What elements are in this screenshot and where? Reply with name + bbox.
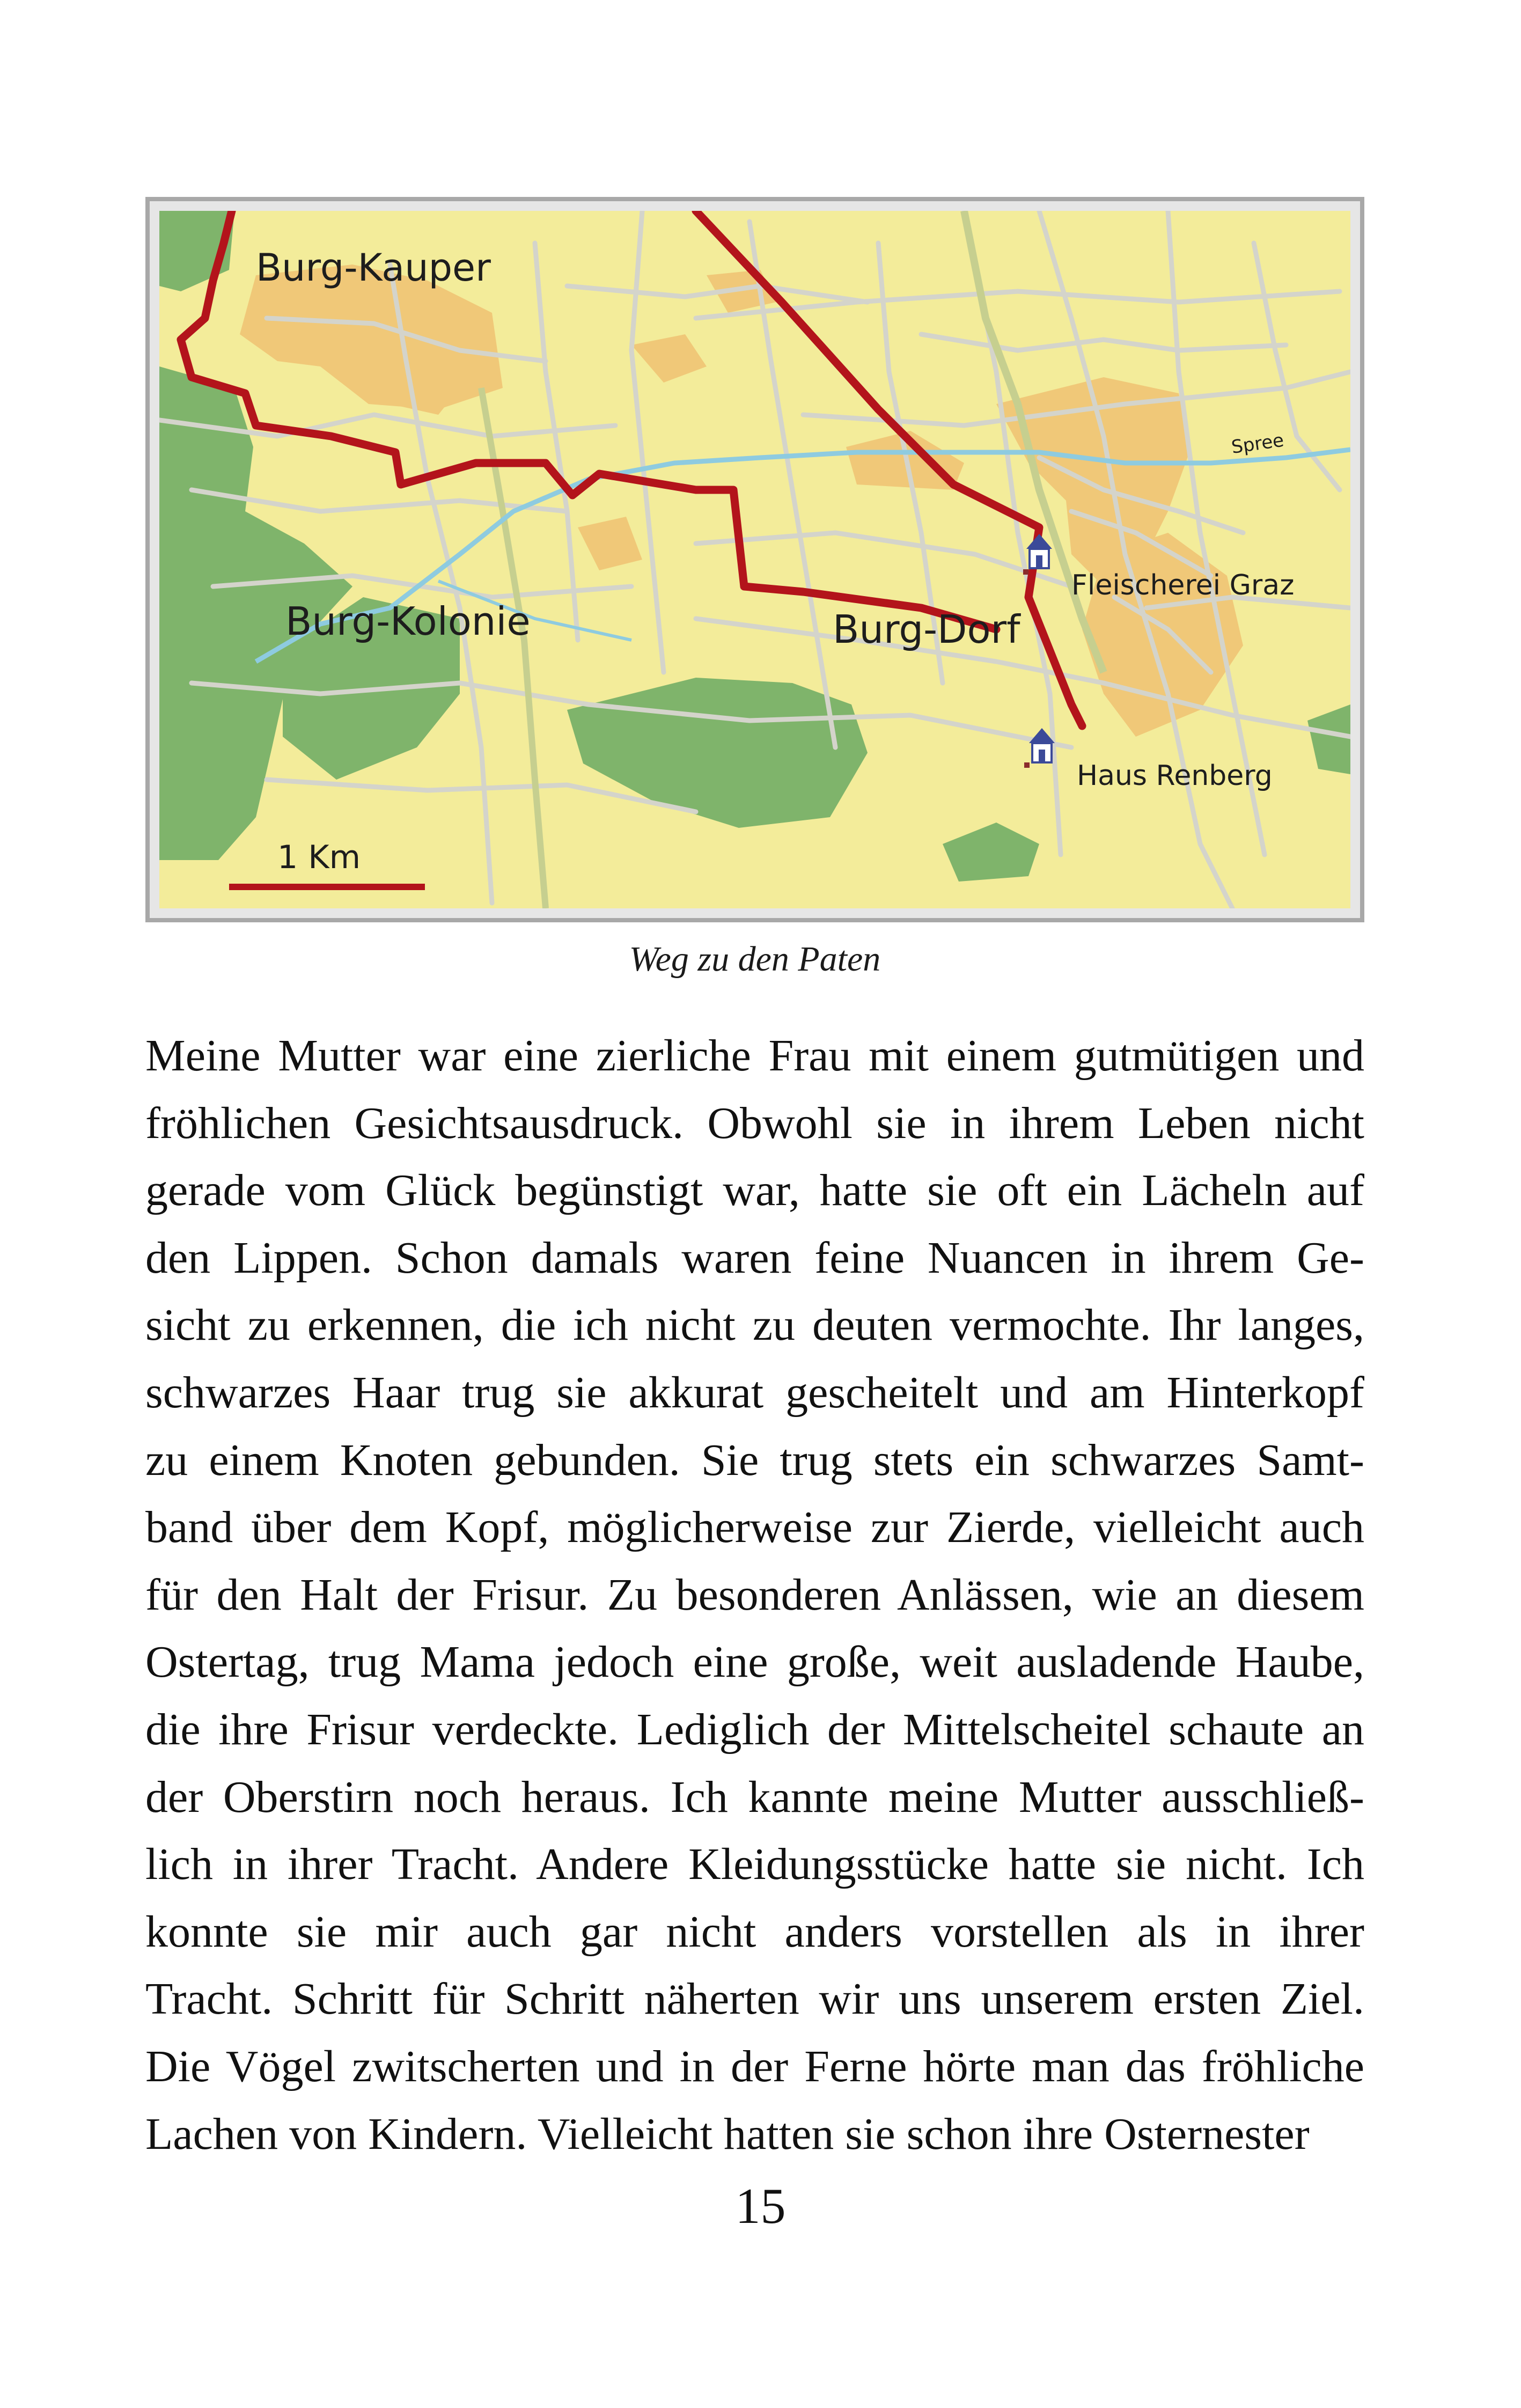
- text-line: Tracht. Schritt für Schritt näherten wir uns unserem ersten Ziel.: [145, 1974, 1364, 2024]
- label-haus-renberg: Haus Renberg: [1077, 760, 1273, 792]
- scale-label: 1 Km: [277, 839, 361, 876]
- text-line: lich in ihrer Tracht. Andere Kleidungsstücke hatte sie nicht. Ich: [145, 1839, 1364, 1890]
- text-line: sicht zu erkennen, die ich nicht zu deuten vermochte. Ihr langes,: [145, 1300, 1364, 1350]
- text-line: gerade vom Glück begünstigt war, hatte sie oft ein Lächeln auf: [145, 1165, 1364, 1216]
- text-line: schwarzes Haar trug sie akkurat gescheitelt und am Hinterkopf: [145, 1367, 1364, 1418]
- label-spree: Spree: [1230, 429, 1285, 458]
- label-burg-kolonie: Burg-Kolonie: [285, 599, 531, 644]
- label-fleischerei-graz: Fleischerei Graz: [1071, 569, 1295, 601]
- text-line: zu einem Knoten gebunden. Sie trug stets ein schwarzes Samt-: [145, 1435, 1364, 1485]
- text-line: fröhlichen Gesichtsausdruck. Obwohl sie in ihrem Leben nicht: [145, 1098, 1364, 1148]
- text-line: Lachen von Kindern. Vielleicht hatten sie schon ihre Osternester: [145, 2109, 1310, 2159]
- route-map: [159, 211, 1350, 908]
- text-line: konnte sie mir auch gar nicht anders vorstellen als in ihrer: [145, 1906, 1364, 1957]
- text-line: Die Vögel zwitscherten und in der Ferne hörte man das fröhliche: [145, 2041, 1364, 2091]
- text-line: den Lippen. Schon damals waren feine Nuancen in ihrem Ge-: [145, 1232, 1364, 1283]
- text-line: Ostertag, trug Mama jedoch eine große, weit ausladende Haube,: [145, 1637, 1364, 1687]
- text-line: für den Halt der Frisur. Zu besonderen Anlässen, wie an diesem: [145, 1569, 1364, 1620]
- text-line: Meine Mutter war eine zierliche Frau mit einem gutmütigen und: [145, 1031, 1364, 1081]
- label-burg-kauper: Burg-Kauper: [256, 246, 491, 290]
- route-map-figure: [145, 197, 1364, 922]
- figure-caption: Weg zu den Paten: [629, 939, 881, 979]
- label-burg-dorf: Burg-Dorf: [833, 607, 1020, 652]
- poi-dot: [1024, 762, 1030, 768]
- body-paragraph: [145, 1022, 1364, 2168]
- text-line: band über dem Kopf, möglicherweise zur Zierde, vielleicht auch: [145, 1502, 1364, 1553]
- poi-dot: [1023, 569, 1028, 575]
- page-number: 15: [735, 2178, 786, 2234]
- text-line: die ihre Frisur verdeckte. Lediglich der Mittelscheitel schaute an: [145, 1704, 1364, 1754]
- text-line: der Oberstirn noch heraus. Ich kannte meine Mutter ausschließ-: [145, 1772, 1364, 1822]
